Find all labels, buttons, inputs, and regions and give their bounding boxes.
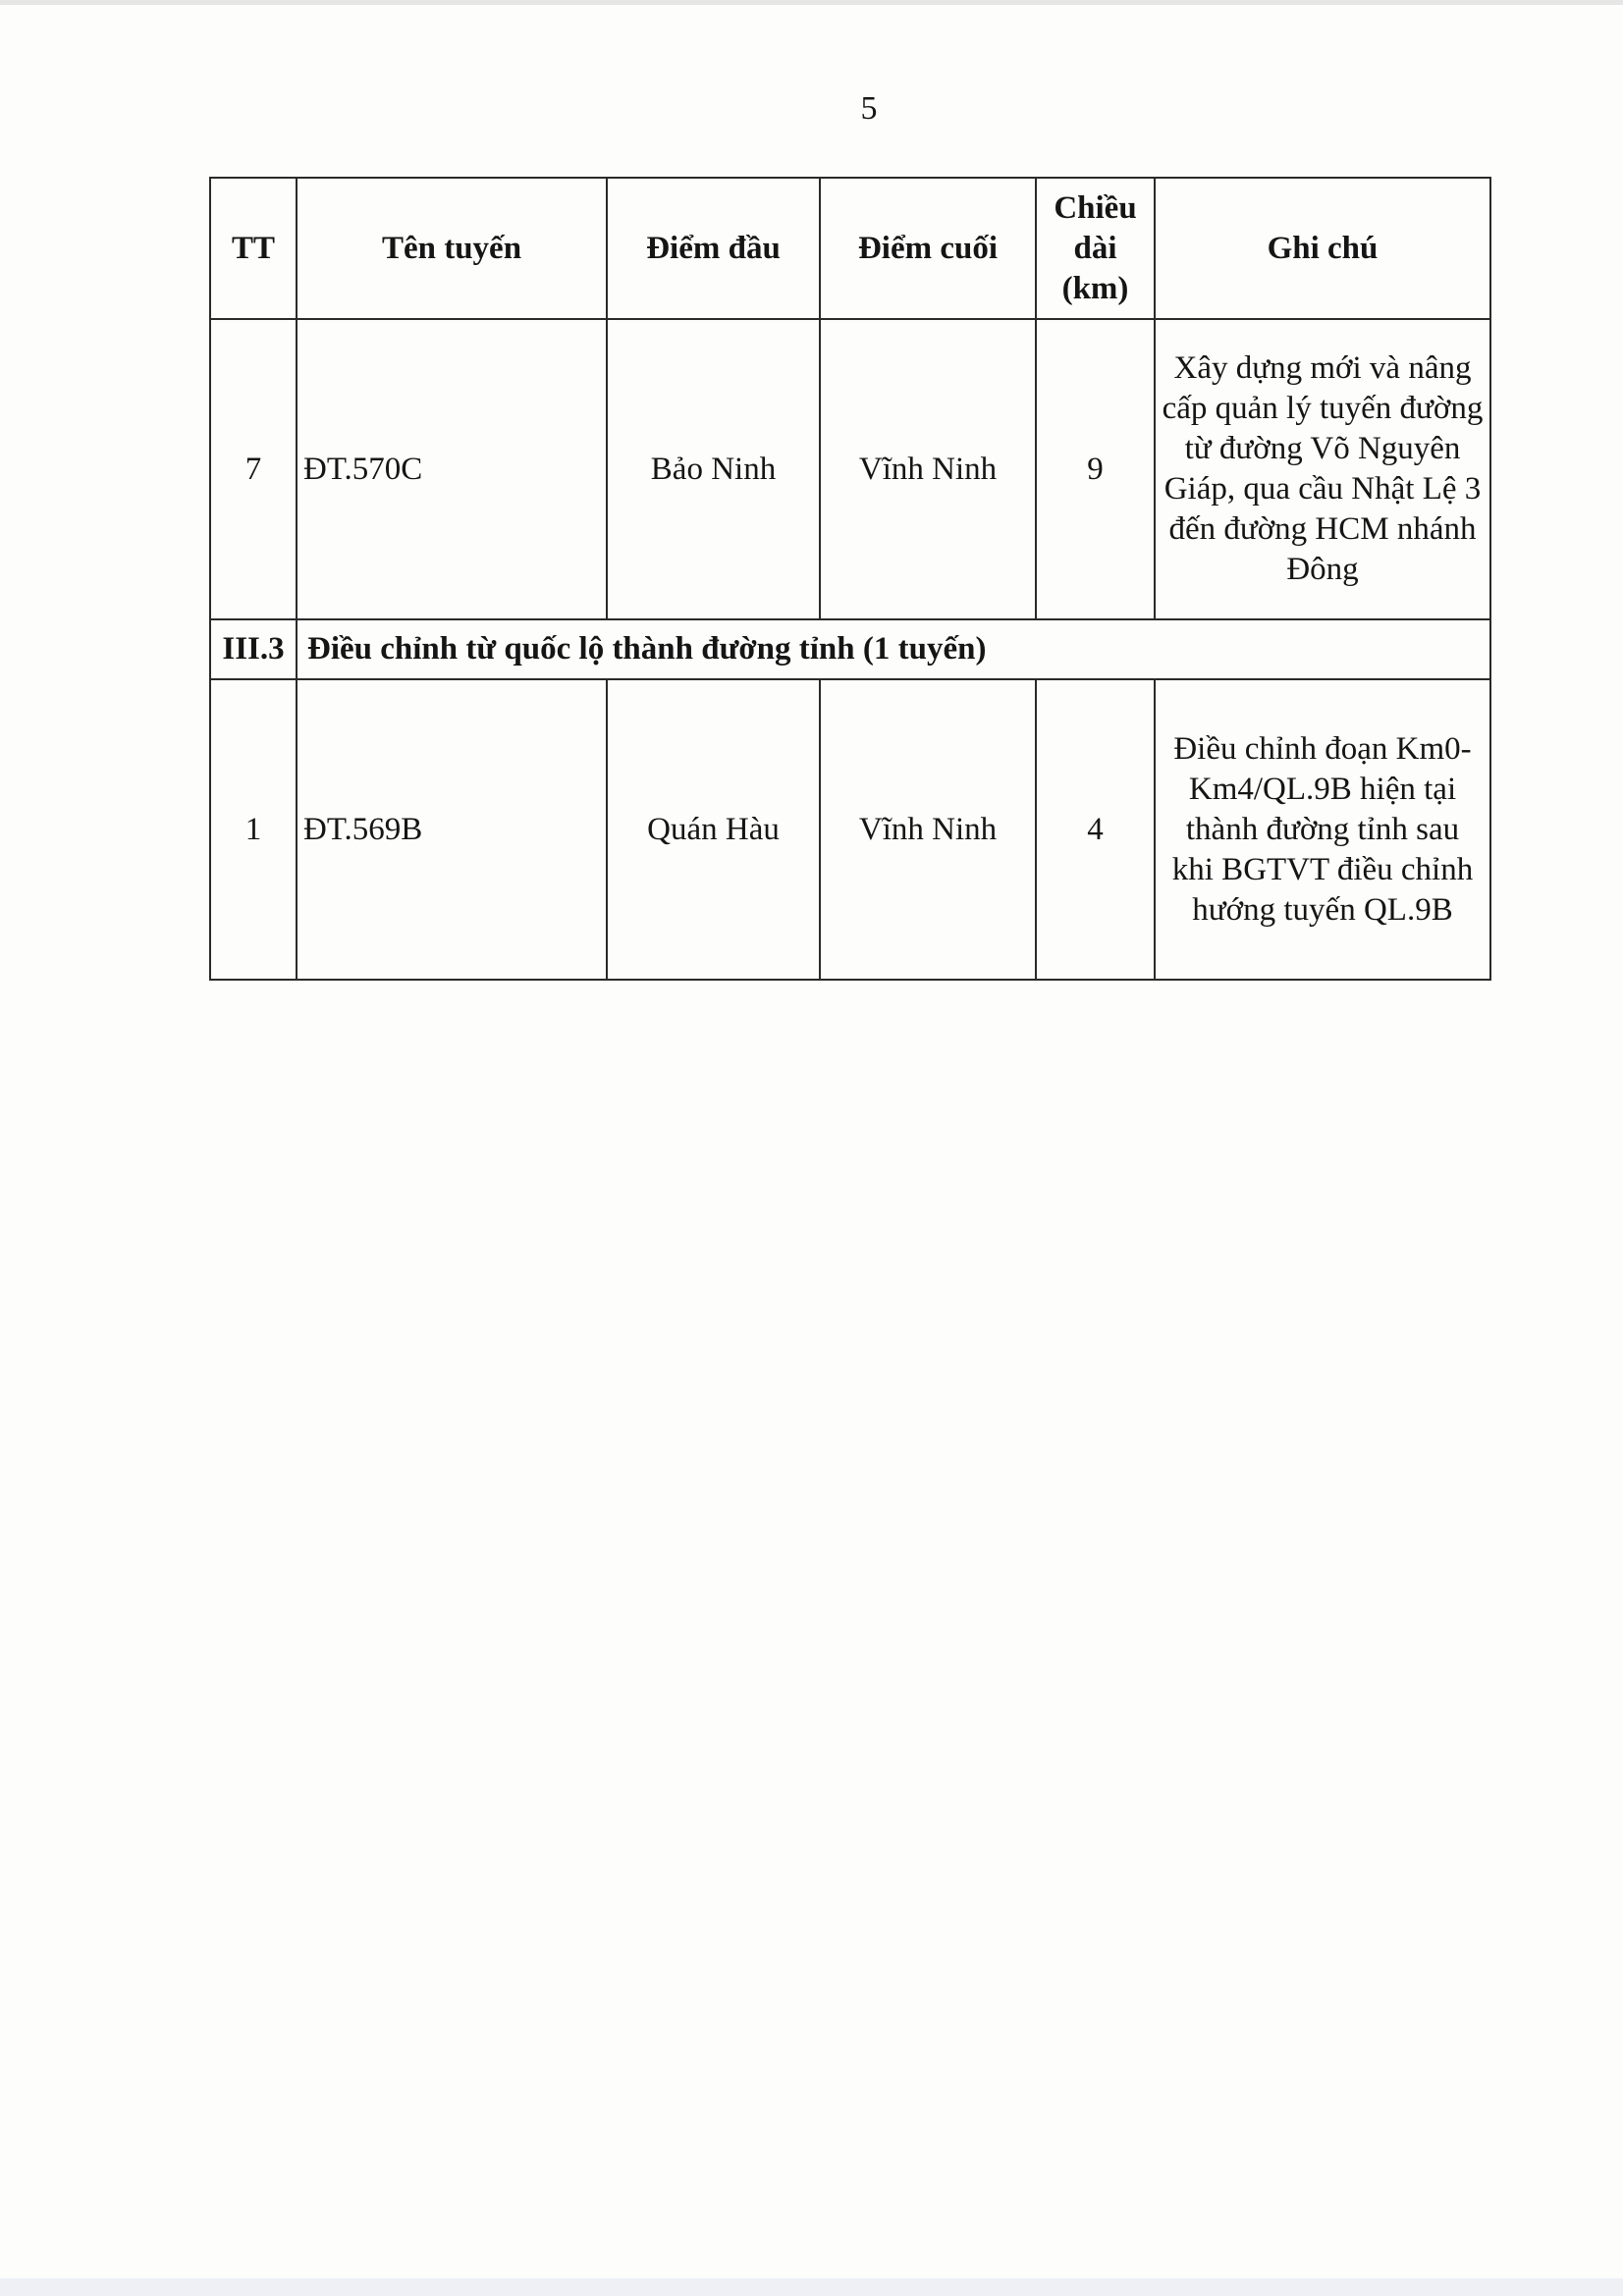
routes-table bbox=[209, 177, 1491, 981]
cell-name: ĐT.569B bbox=[297, 679, 607, 980]
page-number: 5 bbox=[860, 90, 878, 127]
cell-start: Bảo Ninh bbox=[607, 319, 820, 619]
header-length: Chiều dài (km) bbox=[1036, 178, 1155, 319]
header-name: Tên tuyến bbox=[297, 178, 607, 319]
header-end: Điểm cuối bbox=[820, 178, 1036, 319]
cell-end: Vĩnh Ninh bbox=[820, 319, 1036, 619]
cell-tt: 7 bbox=[210, 319, 297, 619]
scan-bottom-edge bbox=[0, 2278, 1623, 2296]
table-header-row bbox=[210, 178, 1490, 319]
section-code: III.3 bbox=[210, 619, 297, 679]
cell-name: ĐT.570C bbox=[297, 319, 607, 619]
table-row bbox=[210, 319, 1490, 619]
header-note: Ghi chú bbox=[1155, 178, 1490, 319]
cell-length: 4 bbox=[1036, 679, 1155, 980]
table-row bbox=[210, 679, 1490, 980]
header-tt: TT bbox=[210, 178, 297, 319]
scan-top-edge bbox=[0, 0, 1623, 5]
cell-end: Vĩnh Ninh bbox=[820, 679, 1036, 980]
header-start: Điểm đầu bbox=[607, 178, 820, 319]
cell-start: Quán Hàu bbox=[607, 679, 820, 980]
cell-tt: 1 bbox=[210, 679, 297, 980]
section-row bbox=[210, 619, 1490, 679]
cell-note: Xây dựng mới và nâng cấp quản lý tuyến đường từ đường Võ Nguyên Giáp, qua cầu Nhật Lệ 3 đến đường HCM nhánh Đông bbox=[1155, 319, 1490, 619]
cell-note: Điều chỉnh đoạn Km0-Km4/QL.9B hiện tại thành đường tỉnh sau khi BGTVT điều chỉnh hướng tuyến QL.9B bbox=[1155, 679, 1490, 980]
section-title: Điều chỉnh từ quốc lộ thành đường tỉnh (1 tuyến) bbox=[297, 619, 1490, 679]
cell-length: 9 bbox=[1036, 319, 1155, 619]
